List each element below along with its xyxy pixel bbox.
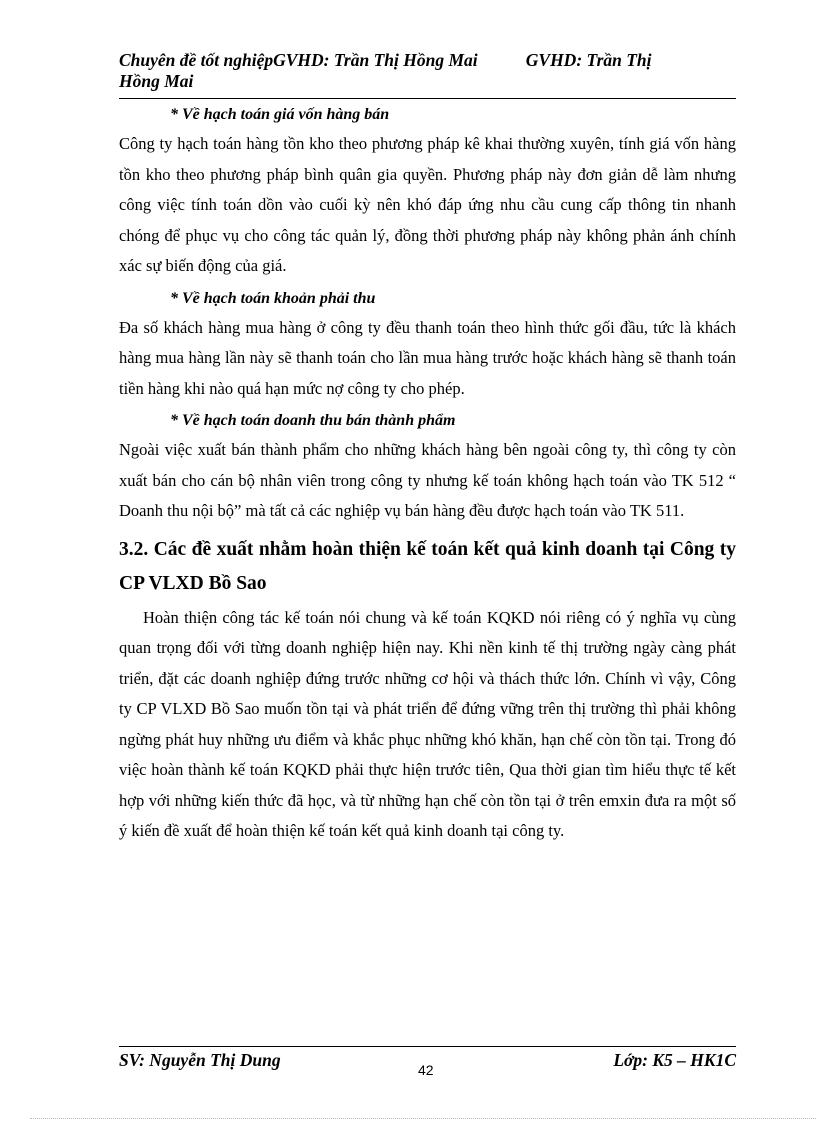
page-number: 42 — [418, 1062, 434, 1078]
section-paragraph: Hoàn thiện công tác kế toán nói chung và kế toán KQKD nói riêng có ý nghĩa vụ cùng quan trọng đối với từng doanh nghiệp hiện nay. Khi nền kinh tế thị trường ngày càng phát triển, đặt các doanh nghiệp đứng trước những cơ hội và thách thức lớn. Chính vì vậy, Công ty CP VLXD Bồ Sao muốn tồn tại và phát triển để đứng vững trên thị trường thì phải không ngừng phát huy những ưu điểm và khắc phục những khó khăn, hạn chế còn tồn tại. Trong đó việc hoàn thành kế toán KQKD phải thực hiện trước tiên, Qua thời gian tìm hiểu thực tế kết hợp với những kiến thức đã học, và từ những hạn chế còn tồn tại ở trên emxin đưa ra một số ý kiến đề xuất để hoàn thiện kế toán kết quả kinh doanh tại công ty. — [119, 607, 736, 840]
document-body — [119, 98, 736, 847]
cost-of-goods-heading: * Về hạch toán giá vốn hàng bán — [170, 106, 390, 123]
receivables-paragraph: Đa số khách hàng mua hàng ở công ty đều thanh toán theo hình thức gối đầu, tức là khách hàng mua hàng lần này sẽ thanh toán cho lần mua hàng trước hoặc khách hàng sẽ thanh toán tiền hàng khi nào quá hạn mức nợ công ty cho phép. — [119, 317, 736, 398]
cost-of-goods-paragraph: Công ty hạch toán hàng tồn kho theo phương pháp kê khai thường xuyên, tính giá vốn hàng tồn kho theo phương pháp bình quân gia quyền. Phương pháp này đơn giản dễ làm nhưng công việc tính toán dồn vào cuối kỳ nên khó đáp ứng nhu cầu cung cấp thông tin nhanh chóng để phục vụ cho công tác quản lý, đồng thời phương pháp này không phản ánh chính xác sự biến động của giá. — [119, 134, 736, 275]
receivables-heading: * Về hạch toán khoản phải thu — [170, 289, 376, 307]
page-edge-divider — [30, 1118, 816, 1119]
revenue-paragraph: Ngoài việc xuất bán thành phẩm cho những khách hàng bên ngoài công ty, thì công ty còn xuất bán cho cán bộ nhân viên trong công ty nhưng kế toán không hạch toán vào TK 512 “ Doanh thu nội bộ” mà tất cả các nghiệp vụ bán hàng đều được hạch toán vào TK 511. — [119, 440, 736, 520]
header-title-line-2: Hồng Mai — [119, 71, 194, 91]
footer-divider — [119, 1046, 736, 1047]
revenue-heading: * Về hạch toán doanh thu bán thành phẩm — [170, 412, 456, 429]
header-title-line-1: Chuyên đề tốt nghiệpGVHD: Trần Thị Hồng Mai GVHD: Trần Thị — [119, 50, 652, 70]
page-header — [119, 50, 736, 92]
footer-student-name: SV: Nguyễn Thị Dung — [119, 1050, 281, 1070]
section-title: 3.2. Các đề xuất nhằm hoàn thiện kế toán kết quả kinh doanh tại Công ty CP VLXD Bồ Sao — [119, 538, 736, 594]
footer-class: Lớp: K5 – HK1C — [613, 1050, 736, 1070]
